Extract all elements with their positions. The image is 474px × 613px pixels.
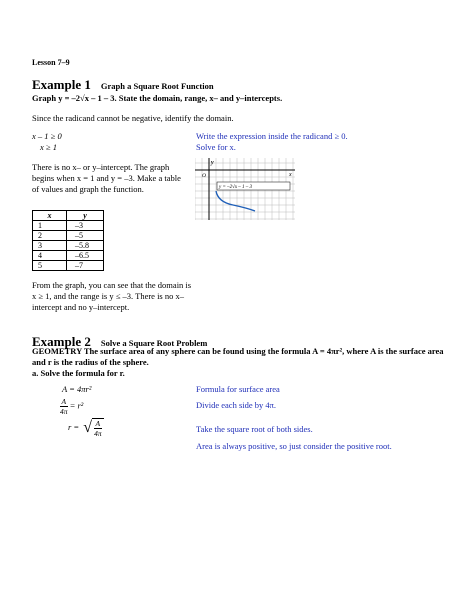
table-cell-x: 1 xyxy=(33,221,67,231)
example1-prompt xyxy=(32,93,282,103)
step1-math: x – 1 ≥ 0 xyxy=(32,131,62,141)
table-header-row xyxy=(33,211,104,221)
table-cell-x: 3 xyxy=(33,241,67,251)
table-row xyxy=(33,221,104,231)
domain-note: Since the radicand cannot be negative, identify the domain. xyxy=(32,113,234,123)
formula-line3-lhs: r = xyxy=(68,421,80,432)
x-axis-label: x xyxy=(289,172,292,178)
example2-subtitle: Solve a Square Root Problem xyxy=(100,338,208,348)
formula-line2 xyxy=(60,397,83,416)
table-header-x: x xyxy=(33,211,67,221)
formula-line2-rhs: = r² xyxy=(69,400,84,411)
table-cell-y: –5.8 xyxy=(67,241,104,251)
example2-label: Example 2 xyxy=(32,334,91,349)
range-paragraph: From the graph, you can see that the domain is x ≥ 1, and the range is y ≤ –3. There is no x–intercept and no y–intercept. xyxy=(32,280,192,312)
example1-subtitle: Graph a Square Root Function xyxy=(100,81,214,91)
prompt-equation: y = –2√x – 1 – 3. xyxy=(58,93,117,103)
table-row xyxy=(33,261,104,271)
origin-label: O xyxy=(202,173,206,179)
table-cell-y: –7 xyxy=(67,261,104,271)
y-axis-label: y xyxy=(211,160,214,166)
fraction-a-over-4pi xyxy=(60,397,68,416)
values-table xyxy=(32,210,104,271)
function-graph xyxy=(195,158,295,220)
table-row xyxy=(33,251,104,261)
radicand xyxy=(92,418,104,438)
curve-label: y = –2√x – 1 – 3 xyxy=(219,185,253,190)
prompt-prefix: Graph xyxy=(32,93,59,103)
table-header-y: y xyxy=(67,211,104,221)
formula-line1: A = 4πr² xyxy=(62,384,92,394)
example1-label: Example 1 xyxy=(32,77,91,92)
formula-line3 xyxy=(68,418,104,438)
step2-math: x ≥ 1 xyxy=(40,142,57,152)
formula-line4-note: Area is always positive, so just consider the positive root. xyxy=(196,441,392,451)
function-curve xyxy=(216,191,255,211)
radicand-numerator: A xyxy=(95,419,101,428)
example2-prompt: GEOMETRY The surface area of any sphere can be found using the formula A = 4πr², where A is the surface area and r is the radius of the sphere. xyxy=(32,346,444,367)
intercept-paragraph: There is no x– or y–intercept. The graph begins when x = 1 and y = –3. Make a table of values and graph the function. xyxy=(32,162,181,194)
lesson-number: Lesson 7–9 xyxy=(32,58,70,67)
example2-part-a: a. Solve the formula for r. xyxy=(32,368,125,378)
fraction-numerator: A xyxy=(61,397,67,406)
table-cell-y: –5 xyxy=(67,231,104,241)
table-cell-x: 5 xyxy=(33,261,67,271)
table-row xyxy=(33,231,104,241)
radicand-fraction xyxy=(94,419,102,438)
example1-heading xyxy=(32,76,214,94)
table-cell-x: 4 xyxy=(33,251,67,261)
table-cell-y: –3 xyxy=(67,221,104,231)
fraction-denominator: 4π xyxy=(60,407,68,416)
table-cell-x: 2 xyxy=(33,231,67,241)
formula-line3-note: Take the square root of both sides. xyxy=(196,424,313,434)
step1-note: Write the expression inside the radicand ≥ 0. xyxy=(196,131,348,141)
step2-note: Solve for x. xyxy=(196,142,236,152)
table-cell-y: –6.5 xyxy=(67,251,104,261)
table-row xyxy=(33,241,104,251)
formula-line1-note: Formula for surface area xyxy=(196,384,280,394)
radical-sign-icon: √ xyxy=(83,419,93,436)
formula-line2-note: Divide each side by 4π. xyxy=(196,400,277,410)
radicand-denominator: 4π xyxy=(94,429,102,438)
prompt-suffix: State the domain, range, x– and y–intercepts. xyxy=(116,93,283,103)
